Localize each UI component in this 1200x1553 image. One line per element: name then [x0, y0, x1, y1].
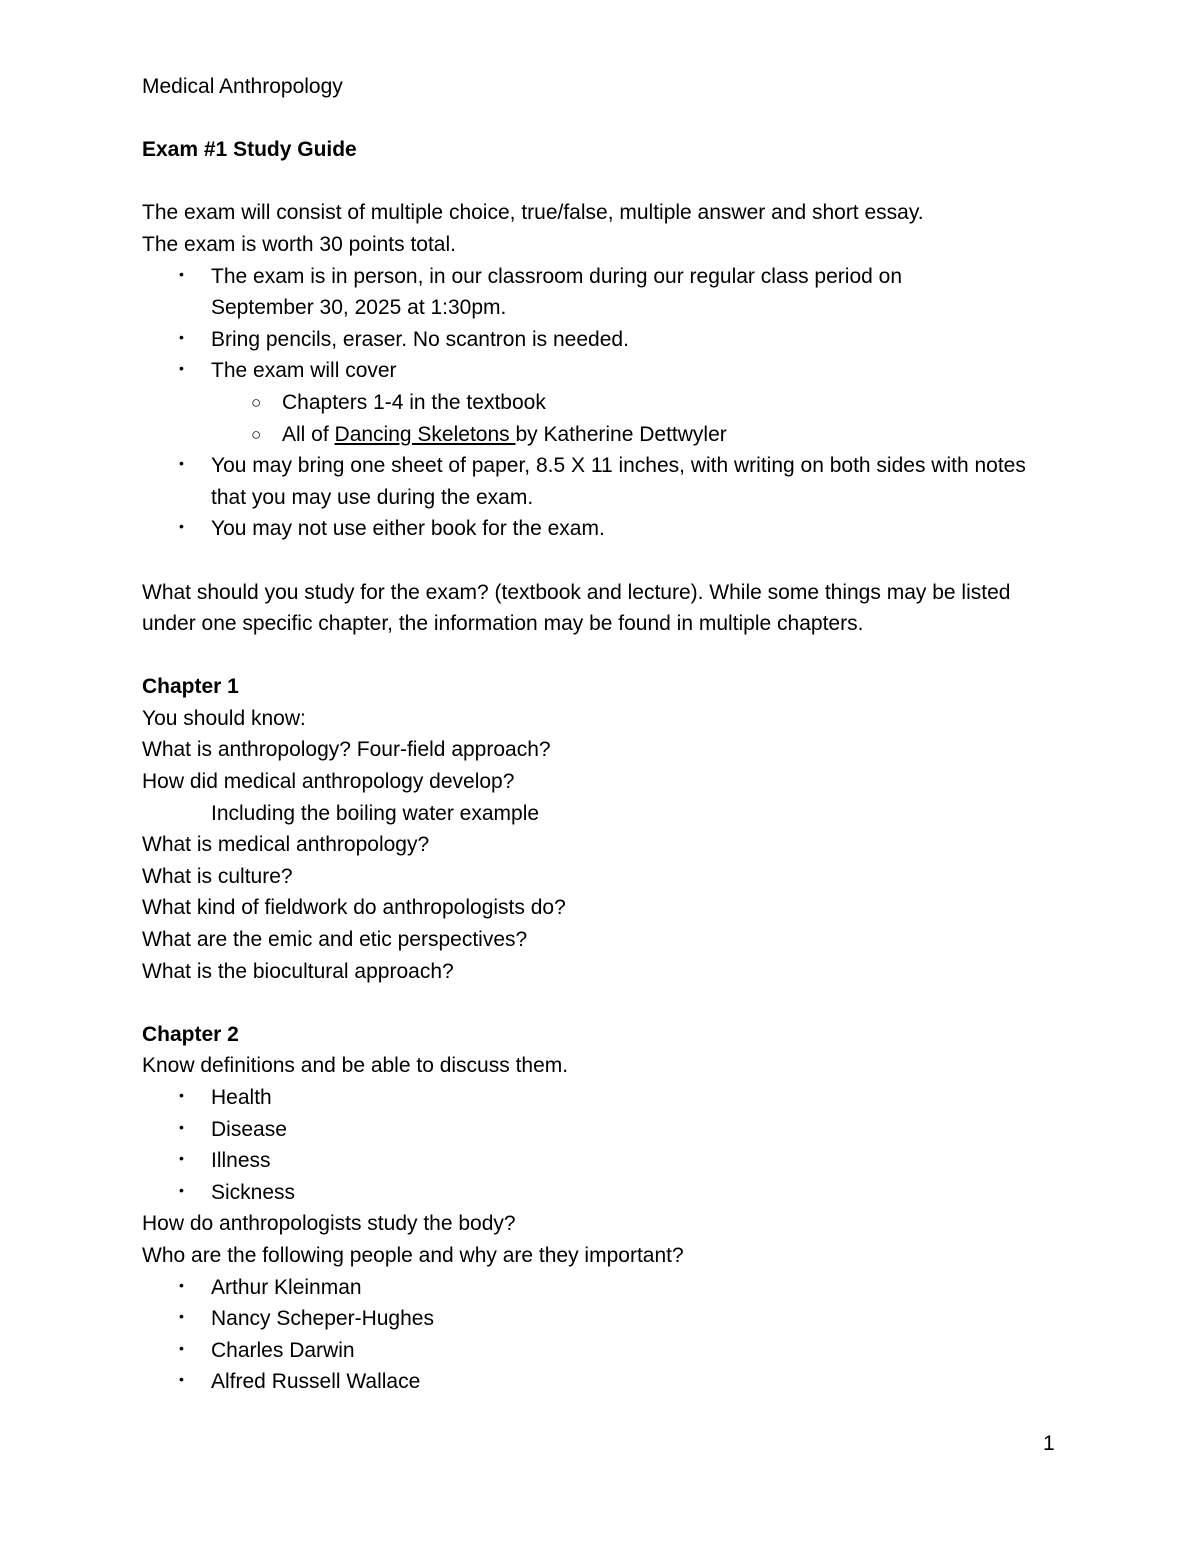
list-item [142, 1177, 1062, 1209]
chapter-2-heading: Chapter 2 [142, 1022, 239, 1046]
bullet-icon: • [179, 1150, 184, 1167]
course-title: Medical Anthropology [142, 75, 343, 98]
page-content [142, 71, 1062, 1398]
bullet-icon: • [179, 265, 184, 282]
bullet-icon: • [179, 518, 184, 535]
chapter-1-subheading: You should know: [142, 706, 306, 730]
person-name: Arthur Kleinman [211, 1275, 362, 1299]
term-text: Disease [211, 1117, 287, 1141]
chapter-1-indented-note: Including the boiling water example [211, 801, 540, 825]
chapter-2-instruction: Know definitions and be able to discuss them. [142, 1054, 569, 1078]
logistics-list [142, 261, 1062, 387]
chapter-1-question: What is anthropology? Four-field approach? [142, 738, 551, 762]
chapter-1-question: How did medical anthropology develop? [142, 770, 515, 794]
list-item-text: Bring pencils, eraser. No scantron is needed. [211, 327, 629, 351]
page-number: 1 [1043, 1432, 1055, 1455]
chapter-1-question: What is culture? [142, 864, 293, 888]
list-item [142, 355, 1062, 387]
coverage-suffix: by Katherine Dettwyler [515, 422, 727, 446]
document-title: Exam #1 Study Guide [142, 138, 357, 162]
list-item [142, 1335, 1062, 1367]
list-item [142, 1082, 1062, 1114]
coverage-item-text: Chapters 1-4 in the textbook [282, 390, 546, 414]
circle-bullet-icon: ○ [251, 392, 262, 412]
person-name: Nancy Scheper-Hughes [211, 1307, 434, 1331]
sub-list-item [142, 387, 1062, 419]
bullet-icon: • [179, 1181, 184, 1198]
list-item [142, 1272, 1062, 1304]
coverage-list [142, 387, 1062, 450]
chapter-2-question: How do anthropologists study the body? [142, 1212, 516, 1236]
bullet-icon: • [179, 1276, 184, 1293]
list-item [142, 1114, 1062, 1146]
list-item [142, 1366, 1062, 1398]
sub-list-item [142, 419, 1062, 451]
list-item-text: The exam is in person, in our classroom during our regular class period on September 30, 2025 at 1:30pm. [211, 264, 903, 320]
person-name: Charles Darwin [211, 1338, 355, 1362]
terms-list [142, 1082, 1062, 1208]
chapter-1-question: What is the biocultural approach? [142, 959, 454, 983]
list-item [142, 513, 1062, 545]
bullet-icon: • [179, 1087, 184, 1103]
list-item-text: You may not use either book for the exam. [211, 517, 605, 541]
term-text: Illness [211, 1149, 271, 1173]
book-title: Dancing Skeletons [334, 422, 516, 446]
people-list [142, 1272, 1062, 1398]
bullet-icon: • [179, 360, 184, 377]
bullet-icon: • [179, 1118, 184, 1135]
bullet-icon: • [179, 328, 184, 345]
coverage-prefix: All of [282, 422, 335, 446]
rules-list [142, 450, 1062, 545]
bullet-icon: • [179, 455, 184, 472]
list-item-text: You may bring one sheet of paper, 8.5 X 11 inches, with writing on both sides with notes that you may use during the exam. [211, 454, 1026, 509]
bullet-icon: • [179, 1371, 184, 1388]
chapter-1-heading: Chapter 1 [142, 675, 239, 699]
person-name: Alfred Russell Wallace [211, 1370, 421, 1394]
list-item [142, 324, 1062, 356]
term-text: Health [211, 1086, 272, 1109]
list-item-text: The exam will cover [211, 359, 397, 383]
term-text: Sickness [211, 1180, 296, 1204]
circle-bullet-icon: ○ [251, 424, 262, 444]
intro-line-2: The exam is worth 30 points total. [142, 232, 456, 256]
chapter-1-question: What is medical anthropology? [142, 833, 430, 857]
bullet-icon: • [179, 1339, 184, 1356]
chapter-1-question: What kind of fieldwork do anthropologists do? [142, 896, 566, 920]
list-item [142, 1145, 1062, 1177]
list-item [142, 1303, 1062, 1335]
study-question: What should you study for the exam? (textbook and lecture). While some things may be listed under one specific chapter, the information may be found in multiple chapters. [142, 580, 1011, 636]
list-item [142, 450, 1031, 513]
bullet-icon: • [179, 1308, 184, 1325]
chapter-2-question: Who are the following people and why are they important? [142, 1243, 684, 1267]
intro-line-1: The exam will consist of multiple choice, true/false, multiple answer and short essay. [142, 201, 924, 225]
chapter-1-question: What are the emic and etic perspectives? [142, 928, 528, 952]
list-item [142, 261, 991, 324]
